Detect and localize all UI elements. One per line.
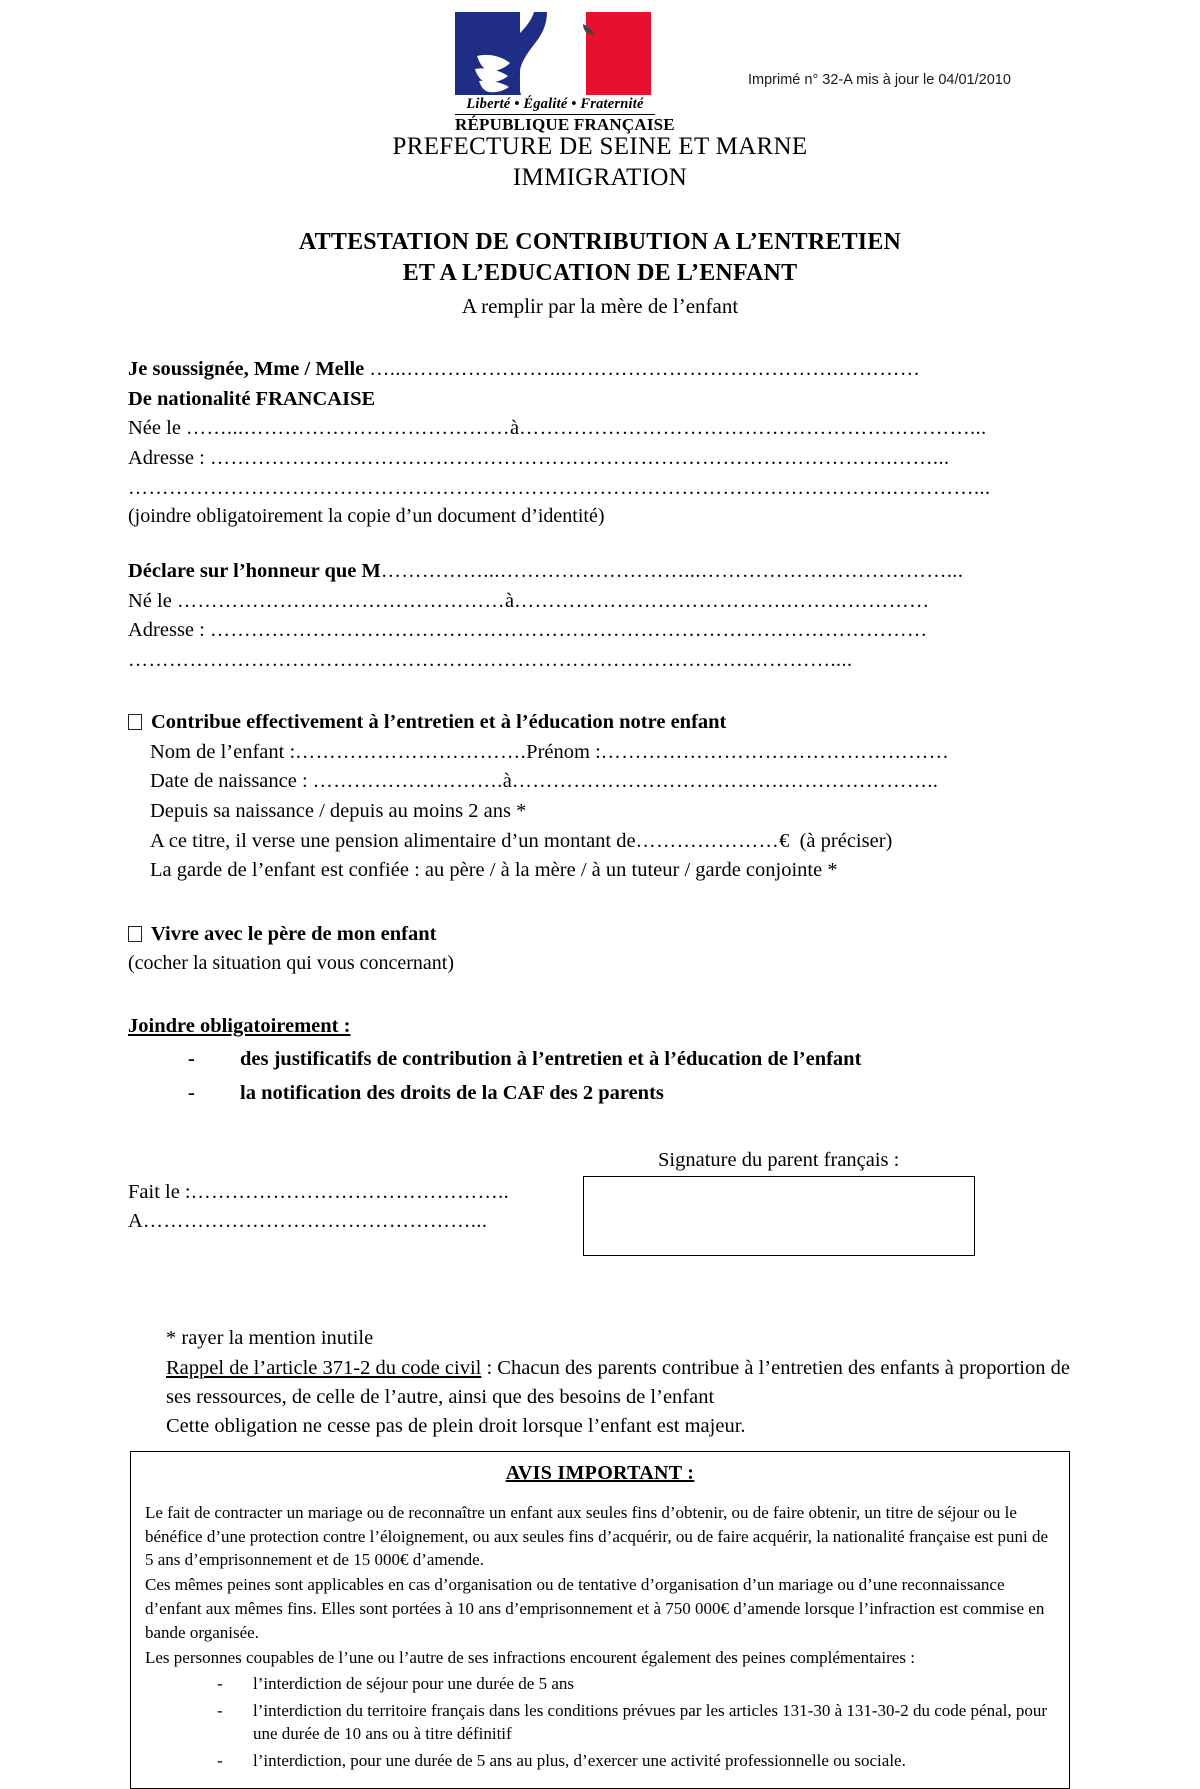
signature-label: Signature du parent français : (658, 1149, 900, 1172)
adresse-pere-label: Adresse : (128, 619, 205, 642)
depuis-naissance-option[interactable]: Depuis sa naissance / depuis au moins 2 ans * (150, 799, 527, 822)
footnote-section (0, 1324, 1200, 1440)
form-body (0, 355, 1200, 1306)
avis-list-item (145, 1672, 1055, 1695)
republique-francaise-logo (455, 12, 675, 135)
fait-le-label: Fait le : (128, 1181, 191, 1204)
field-nee-le[interactable] (128, 414, 1070, 444)
field-date-naissance-enfant[interactable] (128, 767, 1070, 797)
pension-note: (à préciser) (799, 829, 893, 852)
devise-text: Liberté • Égalité • Fraternité (455, 96, 655, 115)
pension-input-line[interactable]: ………………… (635, 829, 780, 852)
list-dash: - (217, 1674, 223, 1694)
soussignee-label: Je soussignée, Mme / Melle (128, 358, 365, 381)
asterisk-note: * rayer la mention inutile (166, 1327, 374, 1350)
joindre-item (128, 1079, 1070, 1109)
list-dash: - (217, 1700, 223, 1720)
list-dash: - (217, 1750, 223, 1770)
list-dash: - (188, 1048, 195, 1071)
field-adresse-declarant[interactable] (128, 444, 1070, 474)
article-371-2 (166, 1354, 1070, 1412)
adresse-declarant-label: Adresse : (128, 446, 205, 469)
declare-honneur-input-line[interactable]: ……………...………………………...………………………………... (380, 560, 964, 583)
soussignee-input-line[interactable]: …...…………………...………………………………….………… (369, 358, 921, 381)
page-subtitle: A remplir par la mère de l’enfant (461, 294, 739, 319)
cocher-situation-note: (cocher la situation qui vous concernant) (128, 952, 454, 975)
fait-a-label: A (128, 1210, 143, 1233)
prefecture-service: IMMIGRATION (512, 163, 688, 191)
page-title (0, 227, 1200, 288)
list-dash: - (188, 1081, 195, 1104)
field-nom-enfant[interactable] (128, 738, 1070, 768)
nationality-label: De nationalité FRANCAISE (128, 387, 376, 410)
nee-a-input-line[interactable]: …………………………………………………………... (519, 417, 987, 440)
avis-list-item (145, 1749, 1055, 1772)
field-ne-le[interactable] (128, 587, 1070, 617)
avis-list-item-label: l’interdiction de séjour pour une durée de 5 ans (253, 1674, 575, 1694)
declare-honneur-label: Déclare sur l’honneur que M (128, 560, 381, 583)
article-371-2-text: : Chacun des parents contribue à l’entretien des enfants à proportion de ses ressources, de celle de l’autre, ainsi que des besoins de l’enfant (166, 1356, 1070, 1408)
article-371-2-title: Rappel de l’article 371-2 du code civil (166, 1356, 482, 1379)
adresse-pere-input-line-2[interactable]: ……………………………………………………………………………….………….... (128, 648, 853, 671)
pension-label: A ce titre, il verse une pension alimentaire d’un montant de (150, 829, 636, 852)
fait-le-input-line[interactable]: ……………………………………….. (190, 1181, 510, 1204)
signature-box[interactable] (583, 1176, 975, 1256)
avis-paragraph: Ces mêmes peines sont applicables en cas d’organisation ou de tentative d’organisation d’un mariage ou d’une reconnaissance d’enfant aux mêmes fins. Elles sont portées à 10 ans d’emprisonnement et à 750 000€ d’amende lorsque l’infraction est commise en bande organisée. (145, 1575, 1045, 1642)
joindre-item-label: des justificatifs de contribution à l’entretien et à l’éducation de l’enfant (240, 1048, 862, 1071)
ne-a-label: à (504, 589, 515, 612)
avis-list-item-label: l’interdiction, pour une durée de 5 ans au plus, d’exercer une activité professionnelle ou sociale. (253, 1750, 906, 1770)
print-reference: Imprimé n° 32-A mis à jour le 04/01/2010 (748, 72, 1011, 88)
garde-enfant-option[interactable]: La garde de l’enfant est confiée : au père / à la mère / à un tuteur / garde conjointe * (150, 859, 838, 882)
fait-a-input-line[interactable]: …………………………………………... (142, 1210, 488, 1233)
ne-le-input-line[interactable]: ………………………………………… (176, 589, 505, 612)
lieu-naissance-label: à (502, 770, 512, 793)
lieu-naissance-input-line[interactable]: ………………………………….………………….. (511, 770, 939, 793)
prefecture-heading (0, 132, 1200, 193)
field-declare-honneur[interactable] (128, 557, 1070, 587)
signature-area (128, 1146, 1070, 1306)
checkbox-option-vivre[interactable] (128, 920, 1070, 950)
article-371-2-text2: Cette obligation ne cesse pas de plein droit lorsque l’enfant est majeur. (166, 1414, 746, 1437)
nom-enfant-label: Nom de l’enfant : (150, 740, 296, 763)
avis-paragraph: Le fait de contracter un mariage ou de reconnaître un enfant aux seules fins d’obtenir, ou de faire obtenir, un titre de séjour ou le bénéfice d’une protection contre l’éloignement, ou aux seules fins d’acquérir, ou de faire acquérir, la nationalité française est puni de 5 ans d’emprisonnement et de 15 000€ d’amende. (145, 1502, 1049, 1570)
nom-enfant-input-line[interactable]: ……………………………. (295, 740, 527, 763)
field-soussignee[interactable] (128, 355, 1070, 385)
avis-list-item (145, 1699, 1055, 1746)
checkbox-icon[interactable] (128, 714, 142, 730)
avis-important-box (130, 1451, 1070, 1789)
joindre-item (128, 1045, 1070, 1075)
joindre-item-label: la notification des droits de la CAF des 2 parents (240, 1081, 664, 1104)
date-naissance-label: Date de naissance : (150, 770, 308, 793)
prefecture-name: PREFECTURE DE SEINE ET MARNE (392, 133, 808, 160)
page-title-line1: ATTESTATION DE CONTRIBUTION A L’ENTRETIEN (298, 229, 902, 255)
document-header (0, 0, 1200, 134)
field-adresse-pere[interactable] (128, 616, 1070, 646)
date-naissance-input-line[interactable]: ………………………. (312, 770, 503, 793)
page-title-line2: ET A L’EDUCATION DE L’ENFANT (402, 259, 798, 286)
prenom-label: Prénom : (526, 740, 601, 763)
checkbox-icon[interactable] (128, 926, 142, 942)
identity-document-note: (joindre obligatoirement la copie d’un document d’identité) (128, 505, 605, 528)
nee-a-label: à (510, 417, 520, 440)
avis-important-title: AVIS IMPORTANT : (505, 1461, 695, 1484)
field-pension-alimentaire[interactable] (128, 827, 1070, 857)
option-contribue-label: Contribue effectivement à l’entretien et à l’éducation notre enfant (151, 711, 727, 734)
ne-a-input-line[interactable]: ………………………………….………………… (514, 589, 930, 612)
avis-list-item-label: l’interdiction du territoire français dans les conditions prévues par les articles 131-30 à 131-30-2 du code pénal, pour une durée de 10 ans ou à titre définitif (253, 1700, 1048, 1744)
prenom-input-line[interactable]: …………………………………………… (600, 740, 950, 763)
option-vivre-label: Vivre avec le père de mon enfant (151, 922, 437, 945)
avis-paragraph: Les personnes coupables de l’une ou l’autre de ses infractions encourent également des peines complémentaires : (145, 1647, 915, 1667)
ne-le-label: Né le (128, 589, 172, 612)
joindre-title: Joindre obligatoirement : (128, 1014, 351, 1037)
nee-le-input-line[interactable]: ……...………………………………… (186, 417, 511, 440)
field-fait-le[interactable] (128, 1178, 509, 1208)
pension-currency: € (779, 829, 790, 852)
adresse-declarant-input-line-2[interactable]: ………………………………………………………………………………………………….…………... (128, 476, 991, 499)
field-fait-a[interactable] (128, 1207, 487, 1237)
french-flag-marianne-icon (455, 12, 651, 95)
nee-le-label: Née le (128, 417, 181, 440)
checkbox-option-contribue[interactable] (128, 708, 1070, 738)
avis-penalties-list (145, 1672, 1055, 1772)
adresse-declarant-input-line[interactable]: ……………………………………………………………………………………….……... (209, 446, 950, 469)
adresse-pere-input-line[interactable]: …………………………………………………………………………………………… (209, 619, 928, 642)
republique-francaise-text: RÉPUBLIQUE FRANÇAISE (455, 115, 675, 134)
